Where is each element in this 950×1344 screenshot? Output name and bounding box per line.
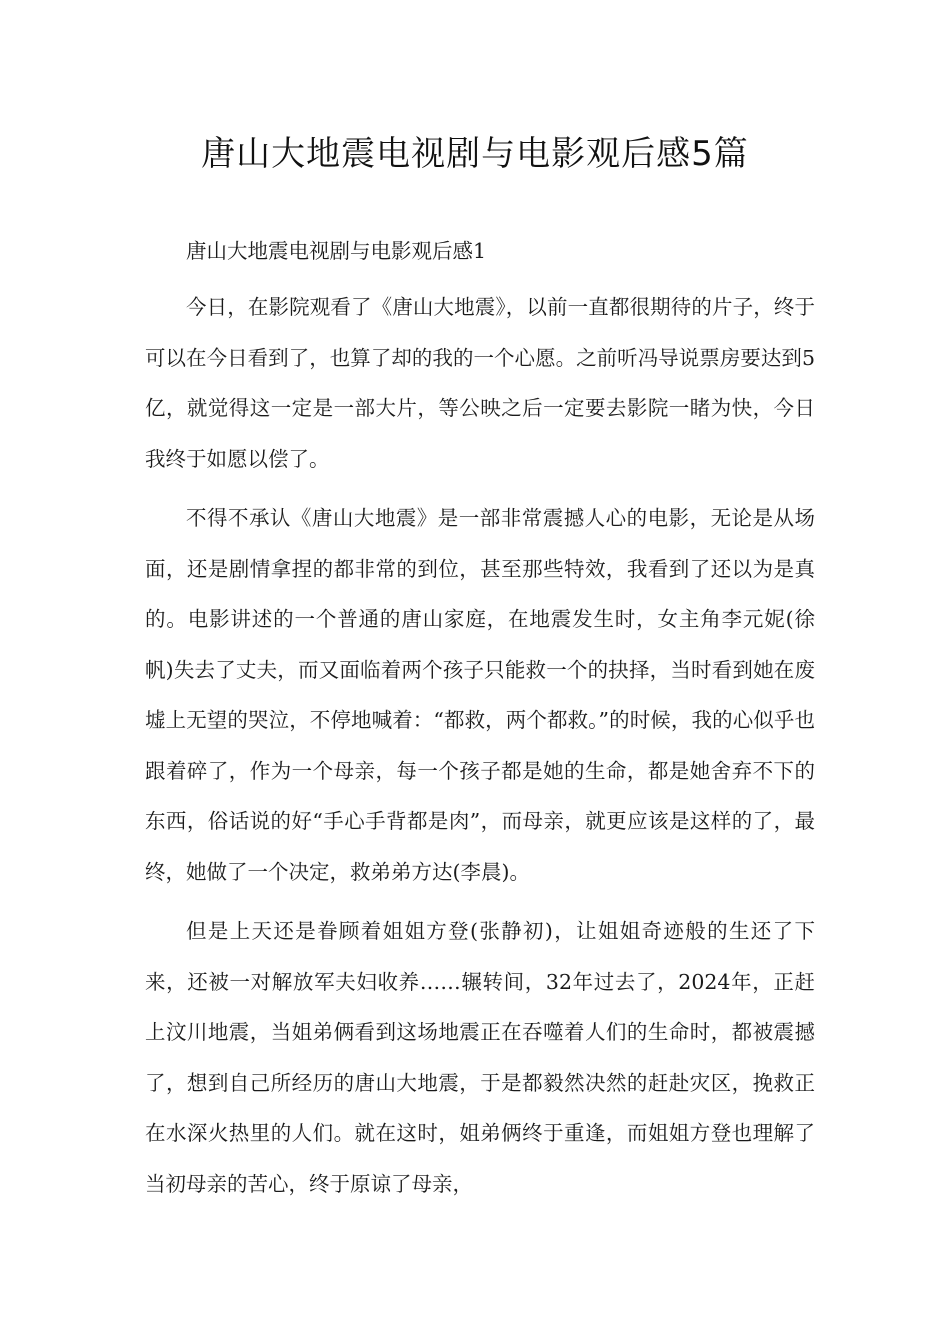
section-heading: 唐山大地震电视剧与电影观后感1 <box>186 239 487 263</box>
paragraph-3: 但是上天还是眷顾着姐姐方登(张静初)，让姐姐奇迹般的生还了下来，还被一对解放军夫妇收养……辗转间，32年过去了，2024年，正赶上汶川地震，当姐弟俩看到这场地震正在吞噬着人们的生命时，都被震撼了，想到自己所经历的唐山大地震，于是都毅然决然的赶赴灾区，挽救正在水深火热里的人们。就在这时，姐弟俩终于重逢，而姐姐方登也理解了当初母亲的苦心，终于原谅了母亲， <box>145 919 815 1196</box>
document-body <box>145 228 815 1209</box>
paragraph-1: 今日，在影院观看了《唐山大地震》，以前一直都很期待的片子，终于可以在今日看到了，也算了却的我的一个心愿。之前听冯导说票房要达到5亿，就觉得这一定是一部大片，等公映之后一定要去影院一睹为快，今日我终于如愿以偿了。 <box>145 295 815 471</box>
document-title: 唐山大地震电视剧与电影观后感5篇 <box>201 134 749 174</box>
paragraph-2: 不得不承认《唐山大地震》是一部非常震撼人心的电影，无论是从场面，还是剧情拿捏的都非常的到位，甚至那些特效，我看到了还以为是真的。电影讲述的一个普通的唐山家庭，在地震发生时，女主角李元妮(徐帆)失去了丈夫，而又面临着两个孩子只能救一个的抉择，当时看到她在废墟上无望的哭泣，不停地喊着：“都救，两个都救。”的时候，我的心似乎也跟着碎了，作为一个母亲，每一个孩子都是她的生命，都是她舍弃不下的东西，俗话说的好“手心手背都是肉”，而母亲，就更应该是这样的了，最终，她做了一个决定，救弟弟方达(李晨)。 <box>145 506 815 884</box>
